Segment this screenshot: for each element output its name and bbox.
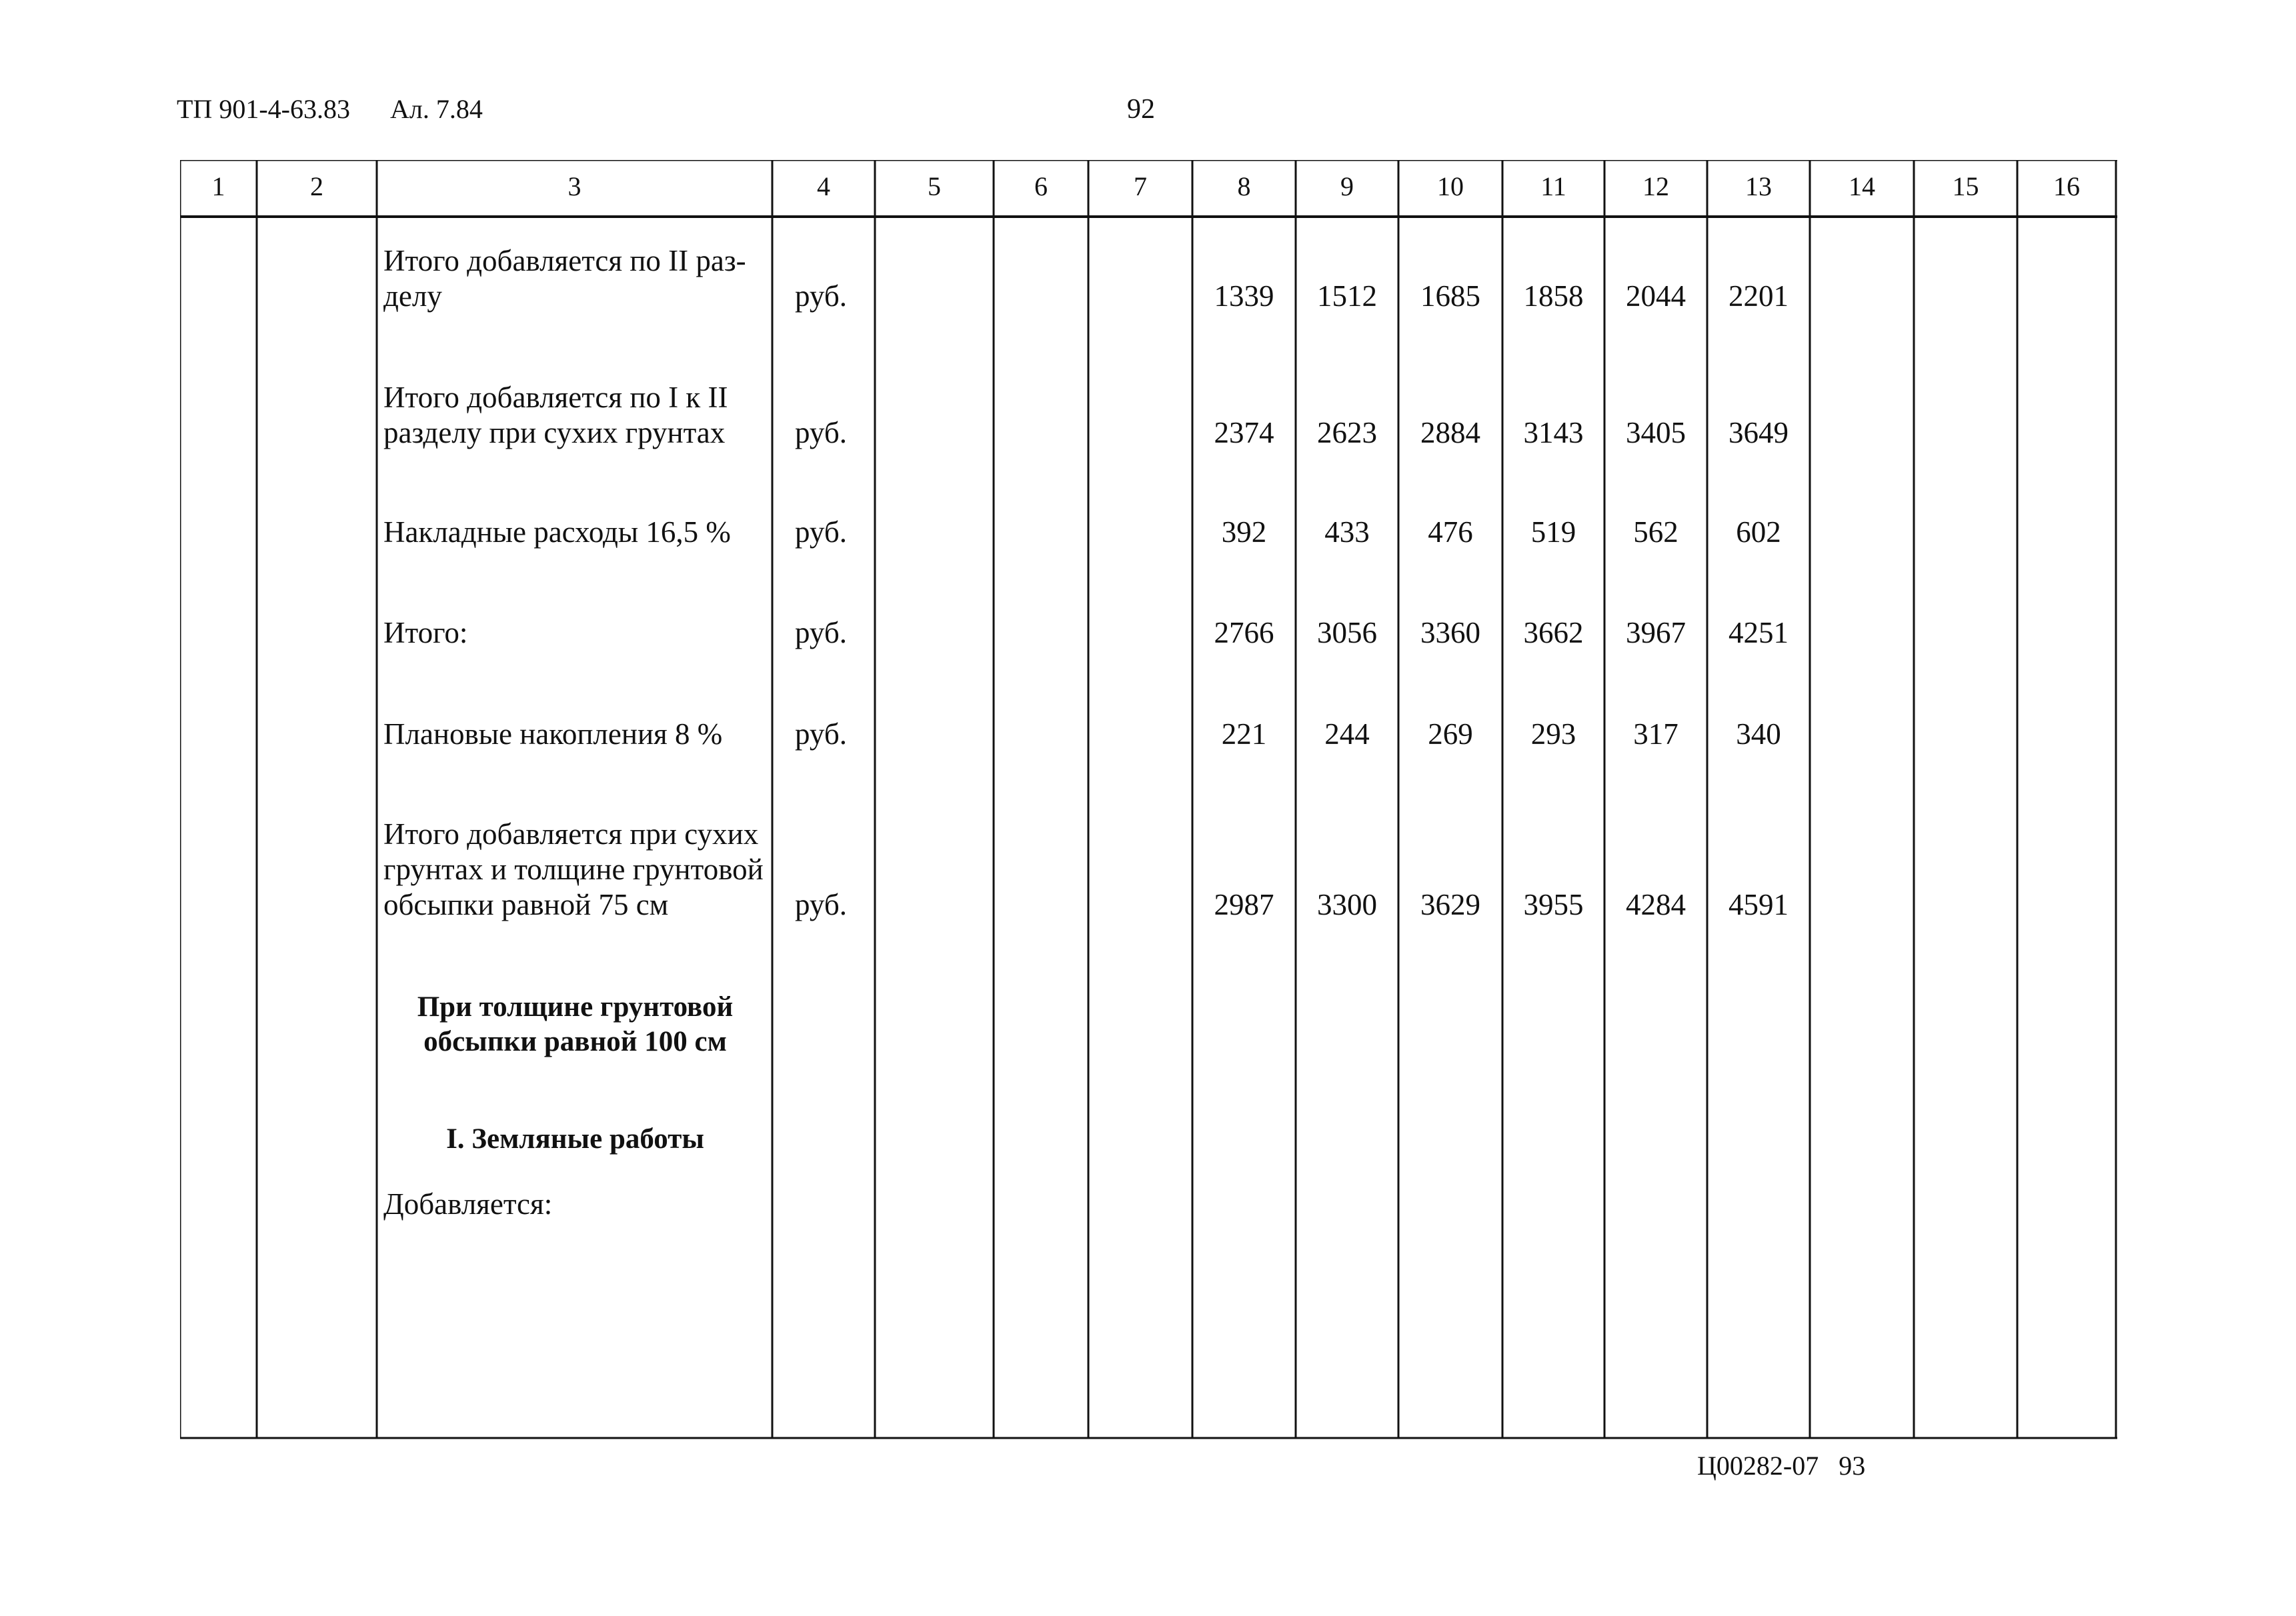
column-number-9: 9 xyxy=(1340,171,1354,201)
row-5-value-col10: 269 xyxy=(1428,717,1473,751)
row-1-value-col13: 2201 xyxy=(1729,279,1789,313)
row-5-unit: руб. xyxy=(795,717,847,751)
column-number-6: 6 xyxy=(1034,171,1048,201)
row-4-value-col12: 3967 xyxy=(1626,616,1686,649)
row-1-value-col8: 1339 xyxy=(1214,279,1274,313)
row-3-value-col13: 602 xyxy=(1736,515,1781,549)
row-1-unit: руб. xyxy=(795,279,847,313)
row-3-description: Накладные расходы 16,5 % xyxy=(383,515,731,549)
column-number-2: 2 xyxy=(310,171,323,201)
row-6-unit: руб. xyxy=(795,888,847,921)
row-4-value-col11: 3662 xyxy=(1523,616,1584,649)
section-title: I. Земляные работы xyxy=(446,1123,704,1155)
column-number-15: 15 xyxy=(1952,171,1979,201)
row-1-value-col12: 2044 xyxy=(1626,279,1686,313)
row-4-unit: руб. xyxy=(795,616,847,649)
column-number-5: 5 xyxy=(928,171,941,201)
column-number-7: 7 xyxy=(1134,171,1147,201)
column-number-4: 4 xyxy=(817,171,830,201)
row-3-value-col8: 392 xyxy=(1221,515,1267,549)
sheet-label: Ал. 7.84 xyxy=(390,94,483,124)
row-6-value-col13: 4591 xyxy=(1729,888,1789,921)
row-6-value-col9: 3300 xyxy=(1317,888,1377,921)
row-3-unit: руб. xyxy=(795,515,847,549)
row-3-value-col9: 433 xyxy=(1324,515,1370,549)
row-2-value-col8: 2374 xyxy=(1214,416,1274,449)
row-2-value-col12: 3405 xyxy=(1626,416,1686,449)
page-number: 92 xyxy=(1127,94,1155,125)
row-6-value-col10: 3629 xyxy=(1420,888,1480,921)
row-5-value-col8: 221 xyxy=(1221,717,1267,751)
row-2-value-col9: 2623 xyxy=(1317,416,1377,449)
column-number-10: 10 xyxy=(1437,171,1464,201)
column-number-13: 13 xyxy=(1745,171,1772,201)
row-5-value-col11: 293 xyxy=(1530,717,1576,751)
row-2-value-col10: 2884 xyxy=(1420,416,1480,449)
row-2-value-col11: 3143 xyxy=(1523,416,1584,449)
row-3-value-col11: 519 xyxy=(1530,515,1576,549)
table-grid xyxy=(180,160,2117,1440)
section-heading: При толщине грунтовой обсыпки равной 100 см xyxy=(417,991,734,1057)
column-number-16: 16 xyxy=(2053,171,2080,201)
column-number-1: 1 xyxy=(211,171,225,201)
column-number-12: 12 xyxy=(1642,171,1669,201)
row-1-value-col11: 1858 xyxy=(1523,279,1584,313)
row-2-description: Итого добавляется по I к II разделу при сухих грунтах xyxy=(383,381,728,449)
row-5-value-col12: 317 xyxy=(1633,717,1678,751)
column-number-11: 11 xyxy=(1540,171,1566,201)
row-1-value-col9: 1512 xyxy=(1317,279,1377,313)
row-4-description: Итого: xyxy=(383,616,468,649)
row-1-description: Итого добавляется по II раз- делу xyxy=(383,244,746,313)
column-number-3: 3 xyxy=(567,171,582,201)
row-5-value-col13: 340 xyxy=(1736,717,1781,751)
row-4-value-col8: 2766 xyxy=(1214,616,1274,649)
row-4-value-col10: 3360 xyxy=(1420,616,1480,649)
row-4-value-col13: 4251 xyxy=(1729,616,1789,649)
row-1-value-col10: 1685 xyxy=(1420,279,1480,313)
added-note: Добавляется: xyxy=(383,1187,553,1221)
row-2-value-col13: 3649 xyxy=(1729,416,1789,449)
row-3-value-col12: 562 xyxy=(1633,515,1678,549)
column-number-8: 8 xyxy=(1237,171,1251,201)
row-4-value-col9: 3056 xyxy=(1317,616,1377,649)
row-5-description: Плановые накопления 8 % xyxy=(383,717,723,751)
row-6-description: Итого добавляется при сухих грунтах и толщине грунтовой обсыпки равной 75 см xyxy=(383,817,764,921)
row-6-value-col12: 4284 xyxy=(1626,888,1686,921)
row-2-unit: руб. xyxy=(795,416,847,449)
column-number-14: 14 xyxy=(1849,171,1875,201)
row-6-value-col8: 2987 xyxy=(1214,888,1274,921)
row-5-value-col9: 244 xyxy=(1324,717,1370,751)
row-6-value-col11: 3955 xyxy=(1523,888,1584,921)
row-3-value-col10: 476 xyxy=(1428,515,1473,549)
footer-reference: Ц00282-07 93 xyxy=(1697,1451,1866,1481)
document-code: ТП 901-4-63.83 xyxy=(177,94,350,124)
